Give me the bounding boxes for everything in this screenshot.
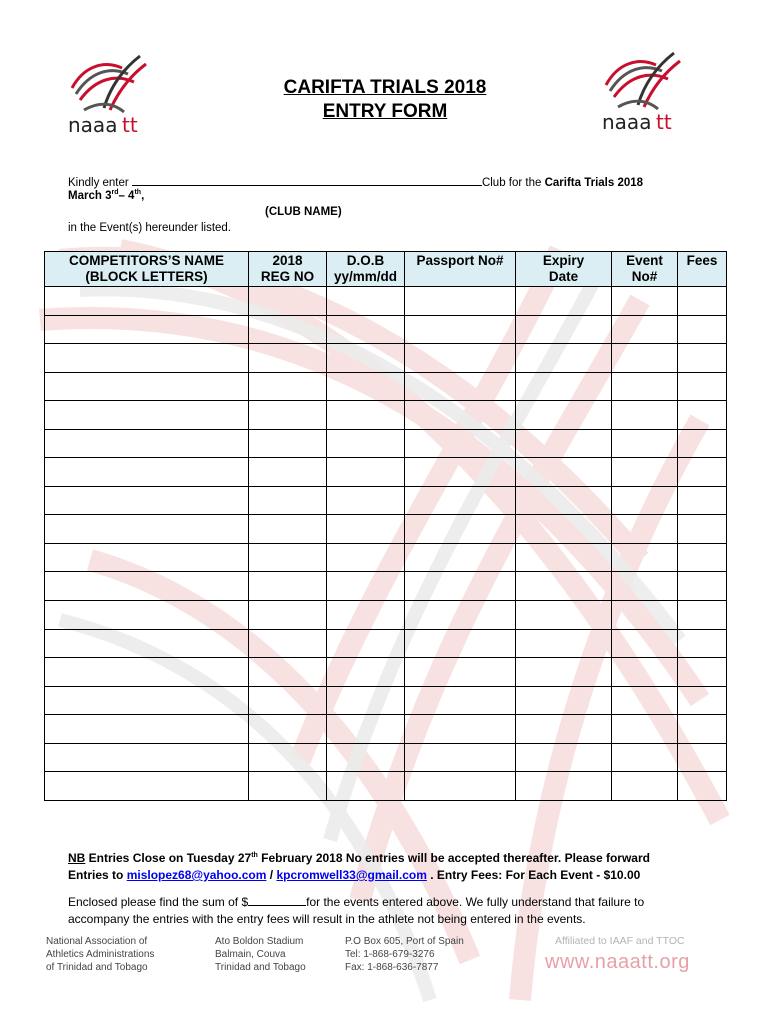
table-cell[interactable]	[516, 486, 612, 515]
column-header	[516, 252, 612, 287]
svg-text:tt: tt	[656, 110, 672, 134]
table-cell[interactable]	[45, 344, 249, 373]
title-line-2: ENTRY FORM	[322, 101, 448, 122]
table-cell[interactable]	[678, 458, 727, 487]
entries-close-notice	[68, 847, 718, 884]
table-cell[interactable]	[612, 743, 678, 772]
table-header-row	[45, 252, 727, 287]
notice-text-4: . Entry Fees: For Each Event - $10.00	[426, 868, 641, 882]
column-header-line: D.O.B	[346, 253, 385, 268]
footer-stadium-line: Balmain, Couva	[215, 949, 286, 960]
column-header-line: Fees	[686, 253, 718, 268]
table-cell[interactable]	[249, 658, 327, 687]
table-cell[interactable]	[45, 629, 249, 658]
table-cell[interactable]	[327, 401, 405, 430]
footer-org-line: National Association of	[46, 936, 148, 947]
table-cell[interactable]	[45, 515, 249, 544]
table-cell[interactable]	[45, 572, 249, 601]
column-header-line: Event	[626, 253, 663, 268]
table-cell[interactable]	[678, 658, 727, 687]
column-header-line: Expiry	[542, 253, 585, 268]
table-cell[interactable]	[327, 458, 405, 487]
table-cell[interactable]	[405, 372, 516, 401]
table-cell[interactable]	[249, 372, 327, 401]
table-cell[interactable]	[249, 344, 327, 373]
table-cell[interactable]	[612, 658, 678, 687]
column-header-line: Date	[548, 269, 579, 284]
table-cell[interactable]	[45, 743, 249, 772]
table-cell[interactable]	[678, 715, 727, 744]
table-cell[interactable]	[327, 287, 405, 316]
table-cell[interactable]	[612, 372, 678, 401]
table-cell[interactable]	[612, 686, 678, 715]
footer-contact-line: Fax: 1-868-636-7877	[345, 962, 439, 973]
email-separator: /	[266, 868, 277, 882]
column-header-line: yy/mm/dd	[333, 269, 398, 284]
column-header	[45, 252, 249, 287]
table-row	[45, 315, 727, 344]
table-cell[interactable]	[405, 572, 516, 601]
table-cell[interactable]	[405, 543, 516, 572]
table-cell[interactable]	[327, 429, 405, 458]
table-row	[45, 401, 727, 430]
table-cell[interactable]	[612, 601, 678, 630]
table-cell[interactable]	[327, 772, 405, 801]
table-row	[45, 658, 727, 687]
table-cell[interactable]	[516, 543, 612, 572]
column-header	[405, 252, 516, 287]
table-body	[45, 287, 727, 801]
table-cell[interactable]	[249, 772, 327, 801]
notice-sup: th	[251, 852, 258, 859]
club-name-label-text: (CLUB NAME)	[265, 206, 342, 218]
notice-text-3: Entries to	[68, 868, 127, 882]
table-row	[45, 515, 727, 544]
table-cell[interactable]	[327, 715, 405, 744]
table-row	[45, 429, 727, 458]
table-cell[interactable]	[405, 686, 516, 715]
column-header-line: No#	[631, 269, 658, 284]
table-cell[interactable]	[516, 715, 612, 744]
enclosed-text-3: accompany the entries with the entry fees will result in the athlete not being entered in the events.	[68, 912, 586, 926]
table-cell[interactable]	[516, 372, 612, 401]
table-cell[interactable]	[678, 315, 727, 344]
table-cell[interactable]	[249, 715, 327, 744]
column-header	[249, 252, 327, 287]
column-header-line: REG NO	[260, 269, 315, 284]
dates-text-1: March 3	[68, 189, 112, 202]
table-cell[interactable]	[612, 772, 678, 801]
svg-text:naaa: naaa	[68, 113, 118, 137]
table-cell[interactable]	[327, 486, 405, 515]
table-cell[interactable]	[612, 486, 678, 515]
event-name: Carifta Trials 2018	[544, 177, 644, 189]
table-cell[interactable]	[249, 287, 327, 316]
table-cell[interactable]	[405, 486, 516, 515]
table-cell[interactable]	[516, 658, 612, 687]
table-row	[45, 287, 727, 316]
table-cell[interactable]	[327, 515, 405, 544]
table-cell[interactable]	[45, 315, 249, 344]
table-cell[interactable]	[612, 458, 678, 487]
table-row	[45, 372, 727, 401]
table-row	[45, 344, 727, 373]
table-cell[interactable]	[249, 572, 327, 601]
table-cell[interactable]	[405, 458, 516, 487]
fee-sum-blank[interactable]	[248, 895, 306, 906]
table-cell[interactable]	[678, 743, 727, 772]
email-link-2[interactable]: kpcromwell33@gmail.com	[276, 868, 427, 882]
table-cell[interactable]	[678, 287, 727, 316]
club-name-blank[interactable]	[132, 175, 482, 186]
naaatt-logo-left	[64, 48, 154, 138]
notice-text-2: February 2018 No entries will be accepted thereafter. Please forward	[257, 851, 650, 865]
table-cell[interactable]	[327, 743, 405, 772]
dates-text-3: ,	[141, 189, 145, 202]
table-cell[interactable]	[249, 515, 327, 544]
table-cell[interactable]	[327, 543, 405, 572]
table-cell[interactable]	[249, 401, 327, 430]
table-cell[interactable]	[612, 344, 678, 373]
table-row	[45, 715, 727, 744]
table-cell[interactable]	[516, 601, 612, 630]
table-cell[interactable]	[249, 429, 327, 458]
table-cell[interactable]	[405, 658, 516, 687]
footer-website[interactable]: www.naaatt.org	[545, 951, 690, 973]
table-row	[45, 458, 727, 487]
dates-text-2: – 4	[118, 189, 135, 202]
table-cell[interactable]	[516, 572, 612, 601]
form-title	[200, 76, 570, 124]
table-cell[interactable]	[405, 287, 516, 316]
table-cell[interactable]	[612, 401, 678, 430]
table-cell[interactable]	[405, 629, 516, 658]
table-cell[interactable]	[45, 486, 249, 515]
footer-contact	[345, 935, 464, 974]
table-cell[interactable]	[678, 772, 727, 801]
column-header-line: Passport No#	[416, 253, 504, 268]
footer-contact-line: Tel: 1-868-679-3276	[345, 949, 435, 960]
table-cell[interactable]	[327, 572, 405, 601]
table-cell[interactable]	[45, 543, 249, 572]
table-cell[interactable]	[678, 401, 727, 430]
table-cell[interactable]	[327, 372, 405, 401]
table-row	[45, 486, 727, 515]
table-cell[interactable]	[327, 686, 405, 715]
table-cell[interactable]	[249, 543, 327, 572]
table-cell[interactable]	[45, 429, 249, 458]
table-cell[interactable]	[45, 715, 249, 744]
events-line: in the Event(s) hereunder listed.	[68, 222, 232, 234]
column-header	[327, 252, 405, 287]
intro-dates	[68, 189, 144, 202]
dates-sup-2: th	[134, 189, 142, 196]
table-cell[interactable]	[612, 515, 678, 544]
svg-text:tt: tt	[122, 113, 138, 137]
table-cell[interactable]	[612, 543, 678, 572]
table-cell[interactable]	[612, 629, 678, 658]
table-cell[interactable]	[327, 315, 405, 344]
table-cell[interactable]	[612, 429, 678, 458]
table-cell[interactable]	[45, 372, 249, 401]
table-cell[interactable]	[327, 658, 405, 687]
table-cell[interactable]	[249, 458, 327, 487]
table-cell[interactable]	[45, 686, 249, 715]
table-cell[interactable]	[516, 315, 612, 344]
table-cell[interactable]	[327, 344, 405, 373]
column-header	[612, 252, 678, 287]
table-cell[interactable]	[516, 515, 612, 544]
table-cell[interactable]	[516, 458, 612, 487]
table-cell[interactable]	[45, 601, 249, 630]
footer-org	[46, 935, 154, 974]
column-header-line: COMPETITORS’S NAME	[68, 253, 224, 268]
club-for-text: Club for the	[481, 177, 545, 189]
table-cell[interactable]	[612, 287, 678, 316]
nb-label: NB	[68, 851, 86, 865]
table-cell[interactable]	[45, 458, 249, 487]
table-cell[interactable]	[45, 772, 249, 801]
table-cell[interactable]	[516, 401, 612, 430]
footer-contact-line: P.O Box 605, Port of Spain	[345, 936, 464, 947]
table-row	[45, 629, 727, 658]
table-cell[interactable]	[45, 658, 249, 687]
table-cell[interactable]	[405, 344, 516, 373]
table-cell[interactable]	[516, 686, 612, 715]
footer-org-line: of Trinidad and Tobago	[46, 962, 148, 973]
footer-affiliated: Affiliated to IAAF and TTOC	[555, 935, 685, 947]
table-cell[interactable]	[249, 686, 327, 715]
table-cell[interactable]	[612, 572, 678, 601]
table-cell[interactable]	[678, 344, 727, 373]
svg-text:naaa: naaa	[602, 110, 652, 134]
enclosed-text-1: Enclosed please find the sum of $	[68, 895, 249, 909]
table-cell[interactable]	[678, 601, 727, 630]
club-name-label	[265, 206, 342, 218]
table-cell[interactable]	[516, 429, 612, 458]
enclosed-text-2: for the events entered above. We fully understand that failure to	[306, 895, 645, 909]
table-cell[interactable]	[516, 772, 612, 801]
table-cell[interactable]	[516, 629, 612, 658]
dates-sup-1: rd	[111, 189, 119, 196]
table-cell[interactable]	[249, 629, 327, 658]
entry-table	[44, 251, 727, 801]
table-row	[45, 572, 727, 601]
table-cell[interactable]	[678, 429, 727, 458]
footer-stadium-line: Trinidad and Tobago	[215, 962, 306, 973]
table-cell[interactable]	[678, 543, 727, 572]
column-header	[678, 252, 727, 287]
notice-text-1: Entries Close on Tuesday 27	[85, 851, 252, 865]
footer-stadium	[215, 935, 306, 974]
table-cell[interactable]	[678, 629, 727, 658]
kindly-enter-text: Kindly enter	[68, 177, 132, 189]
footer-org-line: Athletics Administrations	[46, 949, 155, 960]
email-link-1[interactable]: mislopez68@yahoo.com	[126, 868, 267, 882]
table-cell[interactable]	[405, 715, 516, 744]
table-row	[45, 772, 727, 801]
table-cell[interactable]	[45, 287, 249, 316]
table-cell[interactable]	[612, 715, 678, 744]
intro-line-1	[68, 175, 643, 189]
table-cell[interactable]	[405, 743, 516, 772]
table-cell[interactable]	[678, 515, 727, 544]
column-header-line: 2018	[272, 253, 303, 268]
table-cell[interactable]	[405, 429, 516, 458]
table-cell[interactable]	[249, 601, 327, 630]
table-cell[interactable]	[612, 315, 678, 344]
table-row	[45, 543, 727, 572]
enclosed-paragraph	[68, 894, 718, 928]
table-cell[interactable]	[678, 572, 727, 601]
table-row	[45, 601, 727, 630]
table-cell[interactable]	[678, 486, 727, 515]
table-cell[interactable]	[405, 401, 516, 430]
table-row	[45, 686, 727, 715]
table-cell[interactable]	[249, 315, 327, 344]
table-cell[interactable]	[249, 743, 327, 772]
table-cell[interactable]	[516, 287, 612, 316]
title-line-1: CARIFTA TRIALS 2018	[283, 77, 487, 98]
table-row	[45, 743, 727, 772]
table-cell[interactable]	[405, 315, 516, 344]
table-cell[interactable]	[405, 601, 516, 630]
table-cell[interactable]	[45, 401, 249, 430]
table-cell[interactable]	[678, 686, 727, 715]
column-header-line: (BLOCK LETTERS)	[85, 269, 208, 284]
table-cell[interactable]	[516, 344, 612, 373]
footer-stadium-line: Ato Boldon Stadium	[215, 936, 304, 947]
table-cell[interactable]	[327, 601, 405, 630]
table-cell[interactable]	[405, 515, 516, 544]
table-cell[interactable]	[327, 629, 405, 658]
table-cell[interactable]	[249, 486, 327, 515]
table-cell[interactable]	[405, 772, 516, 801]
naaatt-logo-right	[598, 45, 688, 135]
table-cell[interactable]	[678, 372, 727, 401]
table-cell[interactable]	[516, 743, 612, 772]
